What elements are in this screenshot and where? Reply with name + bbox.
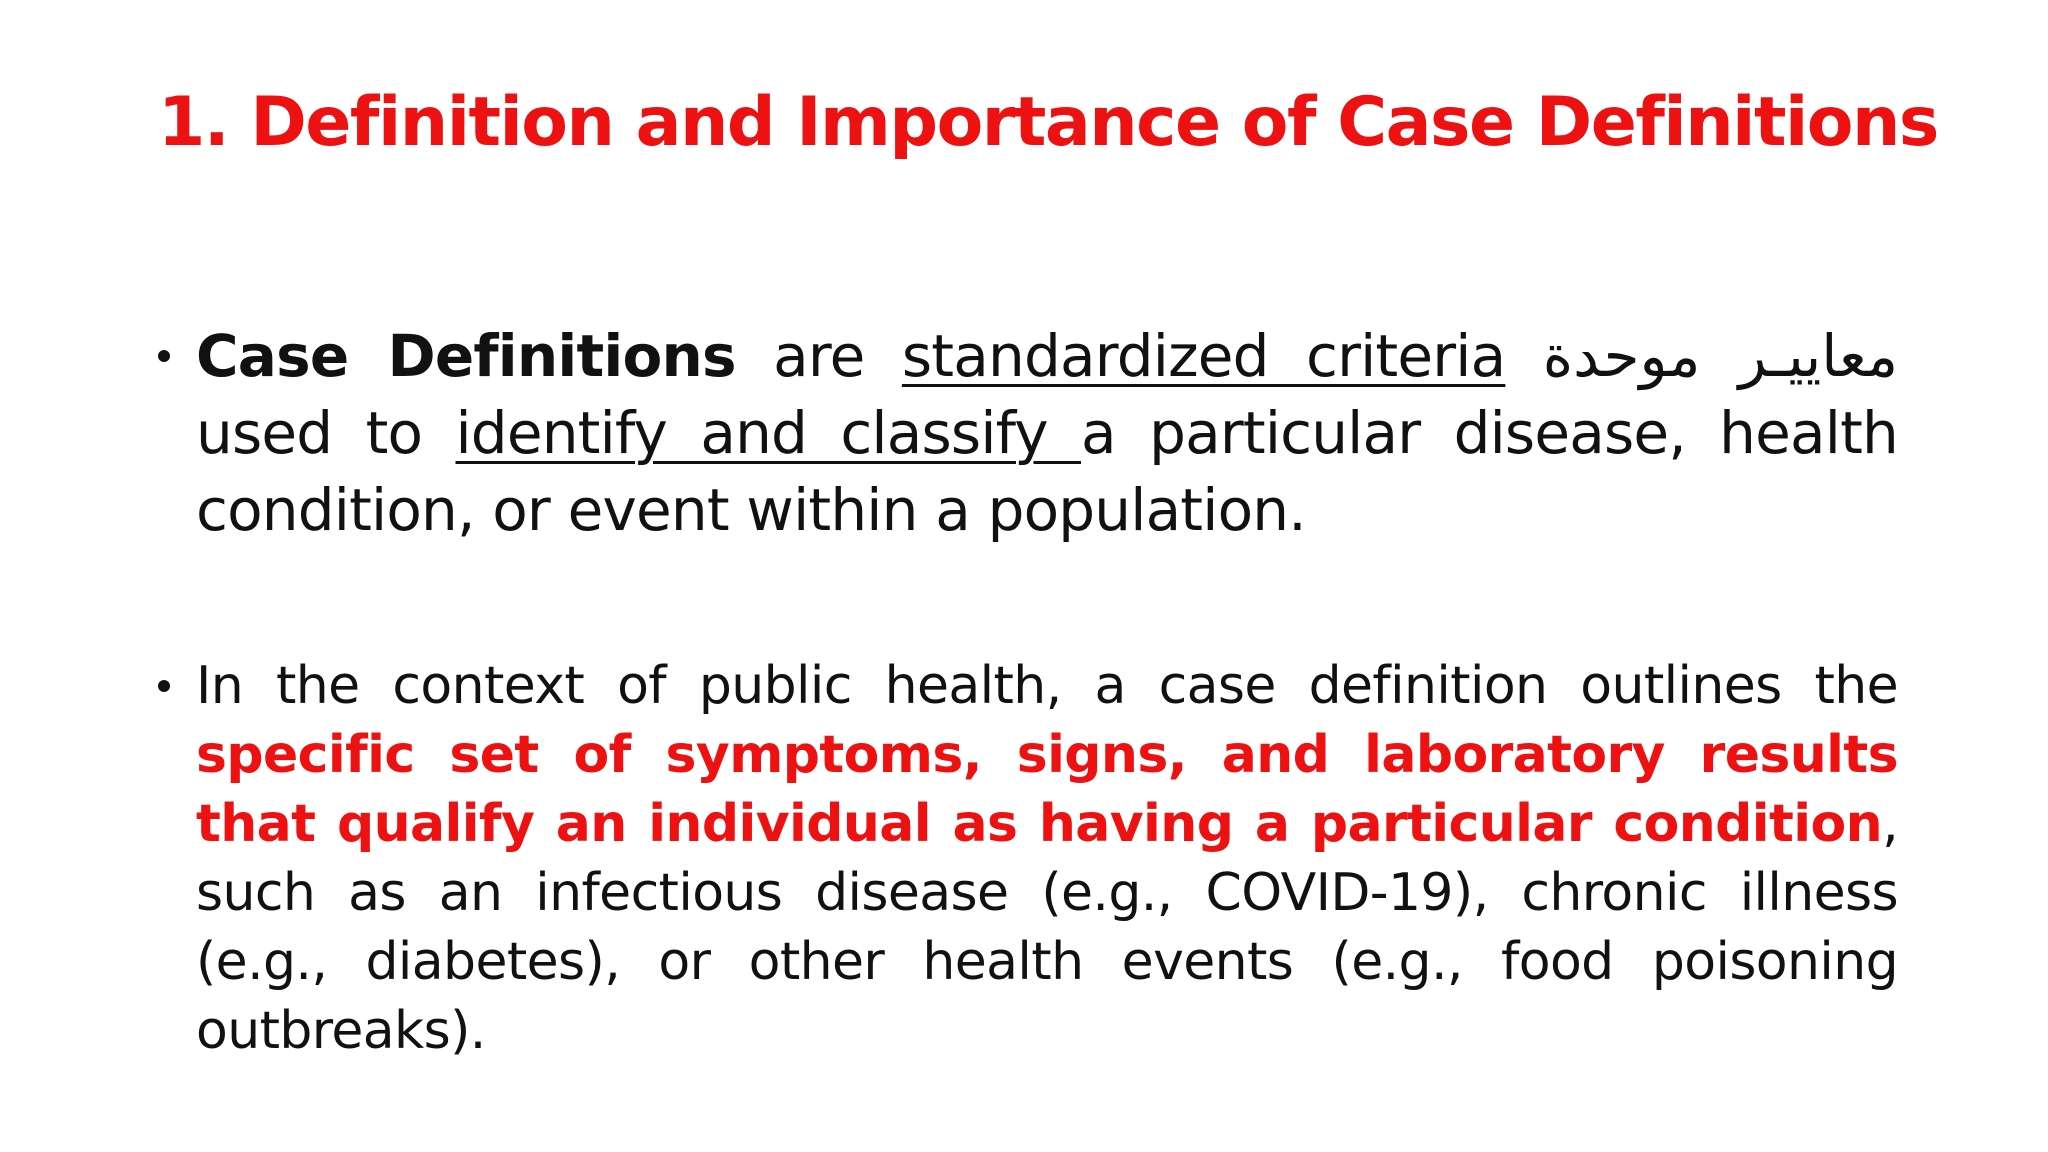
bullet-text: used to — [196, 399, 456, 467]
bullet-text: are — [735, 322, 902, 390]
underlined-identify-and-classify: identify and classify — [455, 399, 1082, 467]
highlighted-criteria-text: specific set of symptoms, signs, and laboratory results that qualify an individual as having a particular condition — [196, 725, 1898, 854]
arabic-translation: معاييـر موحدة — [1542, 322, 1899, 390]
bullet-point-icon — [158, 350, 170, 362]
bullet-public-health-context — [158, 652, 1898, 1066]
slide-title: 1. Definition and Importance of Case Definitions — [158, 83, 1938, 162]
underlined-standardized-criteria: standardized criteria — [901, 322, 1506, 390]
bullet-text: , such as an infectious disease (e.g., COVID-19), chronic illness (e.g., diabetes), or other health events (e.g., food poisoning outbreaks). — [196, 794, 1898, 1061]
bullet-text: In the context of public health, a case definition outlines the — [196, 656, 1898, 716]
bullet-point-icon — [158, 680, 170, 692]
term-case-definitions: Case Definitions — [196, 322, 736, 390]
bullet-text — [1505, 322, 1542, 390]
bullet-text: a particular disease, health condition, or event within a population. — [196, 399, 1898, 544]
bullet-case-definitions — [158, 318, 1898, 549]
bullet-list — [158, 318, 1898, 1066]
